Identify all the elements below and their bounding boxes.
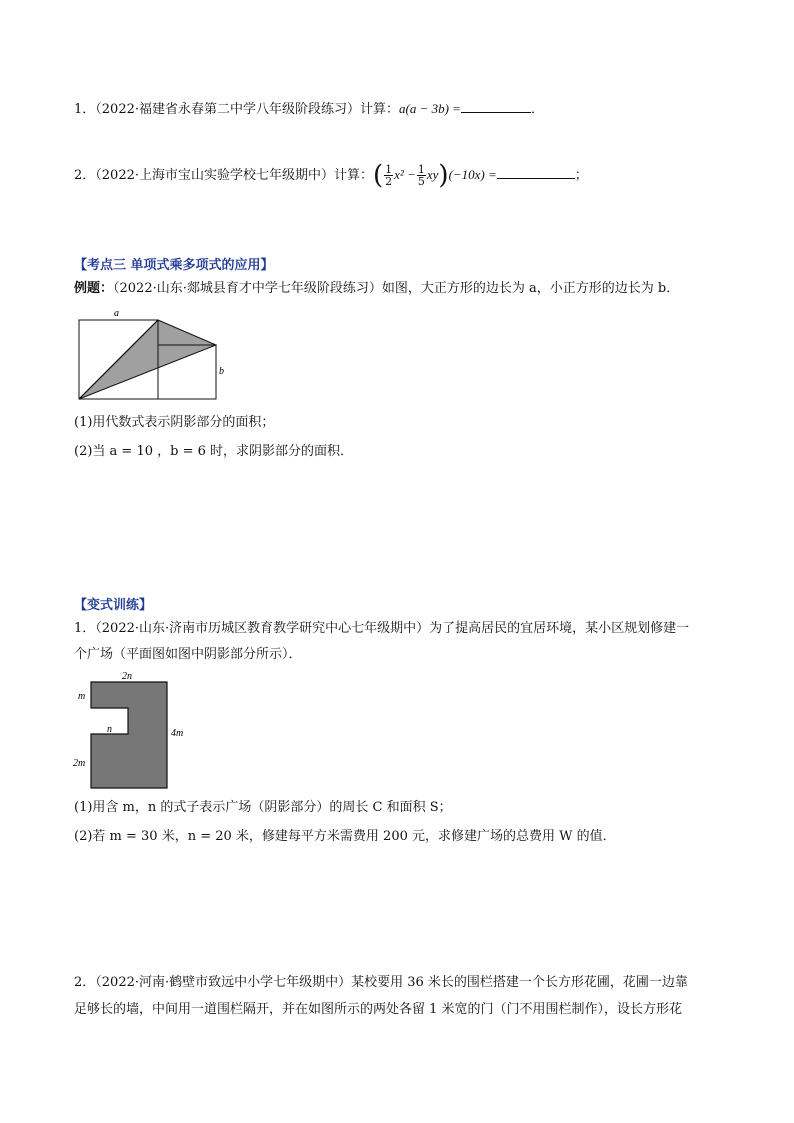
section-3-heading: 【考点三 单项式乘多项式的应用】	[74, 258, 274, 273]
label-right-4m: 4m	[171, 728, 184, 739]
q2-fraction-1: $\frac{1}{2}$	[385, 163, 393, 188]
q1-prefix: 1．（2022·福建省永春第二中学八年级阶段练习）计算：	[74, 102, 399, 117]
example-label: 例题：	[74, 281, 114, 296]
label-a: a	[114, 308, 119, 319]
q2-answer-blank	[497, 166, 575, 179]
variant-sub-2: (2)若 m = 30 米，n = 20 米，修建每平方米需费用 200 元，求修建广场的总费用 W 的值．	[74, 829, 616, 844]
label-b: b	[219, 366, 224, 377]
q2-prefix: 2．（2022·上海市宝山实验学校七年级期中）计算：	[74, 168, 373, 183]
question-2	[74, 160, 588, 191]
q2-tail: (−10x) =	[448, 167, 497, 182]
q2-right-paren: )	[438, 160, 449, 191]
label-m: m	[78, 691, 86, 702]
example-figure	[76, 308, 236, 403]
shaded-triangle	[79, 320, 216, 399]
variant-p2-line-2: 足够长的墙，中间用一道围栏隔开，并在如图所示的两处各留 1 米宽的门（门不用围栏制作），设长方形花	[74, 1002, 683, 1017]
variant-p1-line-1: 1．（2022·山东·济南市历城区教育教学研究中心七年级期中）为了提高居民的宜居环境，某小区规划修建一	[74, 621, 690, 636]
variant-p1-line-2: 个广场（平面图如图中阴影部分所示）．	[74, 647, 302, 662]
q2-fraction-2: $\frac{1}{5}$	[417, 163, 425, 188]
label-n: n	[107, 724, 112, 735]
q2-term-2: xy	[426, 167, 439, 182]
q1-answer-blank	[461, 100, 531, 113]
variant-sub-1: (1)用含 m，n 的式子表示广场（阴影部分）的周长 C 和面积 S；	[74, 800, 452, 815]
variant-p2-line-1: 2．（2022·河南·鹤壁市致远中小学七年级期中）某校要用 36 米长的围栏搭建一个长方形花圃，花圃一边靠	[74, 975, 688, 990]
q1-suffix: ．	[530, 102, 544, 117]
example-sub-2: (2)当 a = 10 ，b = 6 时，求阴影部分的面积．	[74, 444, 354, 459]
question-1	[74, 100, 544, 119]
plaza-shape	[91, 682, 167, 788]
q2-term-1: x² −	[394, 167, 416, 182]
variant-heading: 【变式训练】	[74, 598, 153, 613]
example-sub-1: (1)用代数式表示阴影部分的面积；	[74, 415, 275, 430]
q2-left-paren: (	[373, 160, 384, 191]
plaza-figure	[70, 670, 200, 792]
example-text	[74, 280, 679, 298]
label-left-2m: 2m	[73, 758, 86, 769]
label-top-2n: 2n	[122, 671, 132, 682]
q2-suffix: ；	[574, 168, 588, 183]
example-body: （2022·山东·郯城县育才中学七年级阶段练习）如图，大正方形的边长为 a，小正方形的边长为 b．	[113, 281, 680, 296]
q1-expression: a(a − 3b) =	[399, 101, 461, 116]
